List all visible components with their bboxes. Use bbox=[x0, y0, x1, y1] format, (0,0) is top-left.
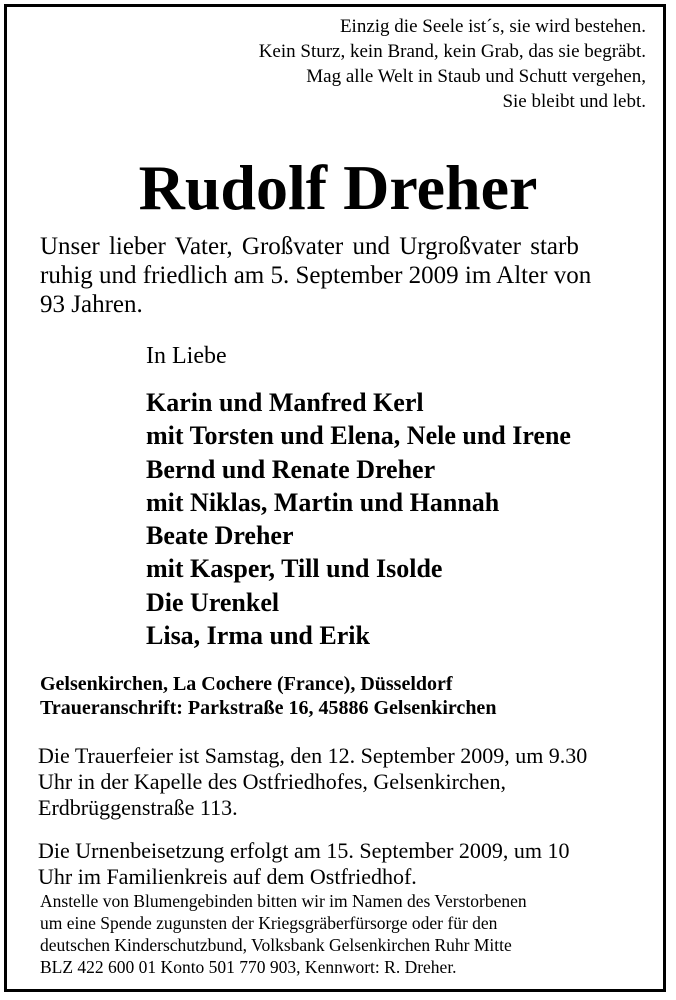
donation-request bbox=[40, 890, 640, 978]
donation-line: um eine Spende zugunsten der Kriegsgräberfürsorge oder für den bbox=[40, 913, 498, 933]
urn-line: Die Urnenbeisetzung erfolgt am 15. September 2009, um 10 bbox=[38, 838, 570, 863]
funeral-line: Die Trauerfeier ist Samstag, den 12. September 2009, um 9.30 bbox=[38, 743, 588, 768]
deceased-name: Rudolf Dreher bbox=[138, 152, 538, 223]
poem-line: Mag alle Welt in Staub und Schutt vergehen, bbox=[306, 66, 646, 87]
survivor-line: Die Urenkel bbox=[146, 587, 280, 617]
poem-line: Sie bleibt und lebt. bbox=[502, 91, 646, 112]
survivor-line: mit Niklas, Martin und Hannah bbox=[146, 487, 500, 517]
announcement-line: ruhig und friedlich am 5. September 2009 im Alter von bbox=[40, 262, 592, 289]
donation-line: deutschen Kinderschutzbund, Volksbank Gelsenkirchen Ruhr Mitte bbox=[40, 935, 512, 955]
funeral-service-info bbox=[38, 743, 638, 821]
urn-burial-info bbox=[38, 838, 638, 890]
donation-line: Anstelle von Blumengebinden bitten wir im Namen des Verstorbenen bbox=[40, 891, 527, 911]
announcement-line: Unser lieber Vater, Großvater und Urgroßvater starb bbox=[40, 233, 579, 260]
urn-line: Uhr im Familienkreis auf dem Ostfriedhof. bbox=[38, 864, 417, 889]
addresses bbox=[40, 672, 496, 720]
funeral-line: Uhr in der Kapelle des Ostfriedhofes, Gelsenkirchen, bbox=[38, 769, 506, 794]
poem bbox=[259, 14, 646, 114]
poem-line: Einzig die Seele ist´s, sie wird bestehen. bbox=[339, 16, 646, 37]
survivor-line: mit Kasper, Till und Isolde bbox=[146, 554, 443, 584]
funeral-line: Erdbrüggenstraße 113. bbox=[38, 795, 238, 820]
mourning-address: Traueranschrift: Parkstraße 16, 45886 Gelsenkirchen bbox=[40, 697, 497, 719]
survivor-line: Bernd und Renate Dreher bbox=[146, 454, 436, 484]
in-liebe-label: In Liebe bbox=[146, 343, 227, 369]
survivor-line: Karin und Manfred Kerl bbox=[146, 388, 424, 417]
announcement-line: 93 Jahren. bbox=[40, 291, 143, 318]
family-places: Gelsenkirchen, La Cochere (France), Düsseldorf bbox=[40, 673, 453, 695]
donation-line: BLZ 422 600 01 Konto 501 770 903, Kennwort: R. Dreher. bbox=[40, 957, 457, 977]
survivor-line: Lisa, Irma und Erik bbox=[146, 621, 370, 651]
survivors-list bbox=[146, 386, 571, 652]
survivor-line: mit Torsten und Elena, Nele und Irene bbox=[146, 421, 571, 451]
death-announcement bbox=[40, 232, 636, 319]
survivor-line: Beate Dreher bbox=[146, 521, 294, 551]
poem-line: Kein Sturz, kein Brand, kein Grab, das sie begräbt. bbox=[258, 41, 646, 62]
